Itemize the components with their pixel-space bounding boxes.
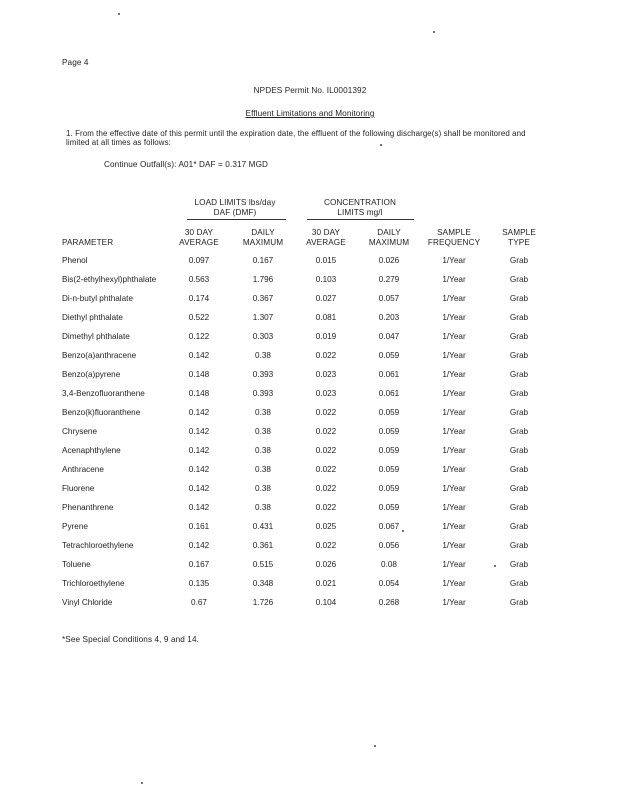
row-load-daily-max: 0.348: [252, 579, 274, 588]
row-load-daily-max: 0.38: [255, 446, 271, 455]
col-sample-type-sub: TYPE: [508, 238, 530, 247]
row-load-30day: 0.167: [188, 560, 210, 569]
table-row: [0, 484, 619, 496]
row-frequency: 1/Year: [442, 370, 466, 379]
row-conc-30day: 0.081: [315, 313, 337, 322]
intro-line-1: 1. From the effective date of this permit until the expiration date, the effluent of the following discharge(s) shall be monitored and: [66, 129, 526, 138]
col-conc-30day: 30 DAY: [311, 228, 341, 237]
row-load-30day: 0.142: [188, 408, 210, 417]
row-load-30day: 0.142: [188, 465, 210, 474]
row-load-daily-max: 0.431: [252, 522, 274, 531]
row-load-daily-max: 0.515: [252, 560, 274, 569]
row-sample-type: Grab: [509, 598, 529, 607]
row-frequency: 1/Year: [442, 313, 466, 322]
row-load-daily-max: 0.393: [252, 389, 274, 398]
row-frequency: 1/Year: [442, 408, 466, 417]
row-conc-30day: 0.022: [315, 541, 337, 550]
row-conc-30day: 0.022: [315, 446, 337, 455]
row-conc-30day: 0.103: [315, 275, 337, 284]
row-conc-30day: 0.022: [315, 408, 337, 417]
table-row: [0, 598, 619, 610]
table-row: [0, 522, 619, 534]
row-sample-type: Grab: [509, 465, 529, 474]
row-load-daily-max: 0.38: [255, 503, 271, 512]
row-conc-daily-max: 0.026: [378, 256, 400, 265]
row-sample-type: Grab: [509, 427, 529, 436]
row-sample-type: Grab: [509, 370, 529, 379]
table-row: [0, 446, 619, 458]
col-sample-type: SAMPLE: [502, 228, 536, 237]
table-row: [0, 465, 619, 477]
table-row: [0, 294, 619, 306]
row-sample-type: Grab: [509, 541, 529, 550]
row-conc-30day: 0.026: [315, 560, 337, 569]
col-parameter: PARAMETER: [62, 238, 114, 247]
row-frequency: 1/Year: [442, 598, 466, 607]
row-conc-30day: 0.104: [315, 598, 337, 607]
row-load-30day: 0.67: [191, 598, 207, 607]
intro-line-2: limited at all times as follows:: [66, 138, 171, 147]
row-frequency: 1/Year: [442, 484, 466, 493]
row-load-daily-max: 0.393: [252, 370, 274, 379]
row-load-30day: 0.142: [188, 484, 210, 493]
row-conc-daily-max: 0.059: [378, 484, 400, 493]
row-parameter: Toluene: [62, 560, 91, 569]
row-parameter: Pyrene: [62, 522, 88, 531]
row-parameter: Benzo(a)pyrene: [62, 370, 121, 379]
load-limits-subheader: DAF (DMF): [213, 208, 257, 217]
row-parameter: Fluorene: [62, 484, 95, 493]
row-conc-daily-max: 0.059: [378, 503, 400, 512]
row-load-30day: 0.142: [188, 503, 210, 512]
row-frequency: 1/Year: [442, 541, 466, 550]
load-limits-rule: [187, 219, 286, 220]
scan-speck: [141, 782, 143, 784]
row-parameter: Tetrachloroethylene: [62, 541, 134, 550]
row-sample-type: Grab: [509, 313, 529, 322]
row-load-30day: 0.142: [188, 541, 210, 550]
permit-number: NPDES Permit No. IL0001392: [253, 86, 367, 95]
row-frequency: 1/Year: [442, 294, 466, 303]
row-parameter: Vinyl Chloride: [62, 598, 113, 607]
row-load-30day: 0.142: [188, 351, 210, 360]
row-load-daily-max: 0.38: [255, 465, 271, 474]
row-parameter: Bis(2-ethylhexyl)phthalate: [62, 275, 157, 284]
concentration-rule: [307, 219, 414, 220]
row-conc-daily-max: 0.061: [378, 389, 400, 398]
row-frequency: 1/Year: [442, 389, 466, 398]
row-conc-daily-max: 0.056: [378, 541, 400, 550]
row-frequency: 1/Year: [442, 351, 466, 360]
row-conc-daily-max: 0.08: [381, 560, 397, 569]
concentration-header: CONCENTRATION: [323, 198, 397, 207]
row-load-30day: 0.142: [188, 446, 210, 455]
row-conc-daily-max: 0.059: [378, 408, 400, 417]
row-conc-daily-max: 0.047: [378, 332, 400, 341]
scan-speck: [433, 31, 435, 33]
row-parameter: Phenol: [62, 256, 88, 265]
row-frequency: 1/Year: [442, 522, 466, 531]
row-frequency: 1/Year: [442, 503, 466, 512]
col-load-30day: 30 DAY: [184, 228, 214, 237]
row-load-daily-max: 0.303: [252, 332, 274, 341]
row-parameter: Acenaphthylene: [62, 446, 121, 455]
row-load-30day: 0.174: [188, 294, 210, 303]
row-parameter: Di-n-butyl phthalate: [62, 294, 133, 303]
row-frequency: 1/Year: [442, 465, 466, 474]
row-parameter: Chrysene: [62, 427, 98, 436]
table-row: [0, 256, 619, 268]
outfall-line: Continue Outfall(s): A01* DAF = 0.317 MGD: [104, 160, 269, 169]
row-conc-daily-max: 0.279: [378, 275, 400, 284]
row-conc-daily-max: 0.268: [378, 598, 400, 607]
row-sample-type: Grab: [509, 389, 529, 398]
row-sample-type: Grab: [509, 579, 529, 588]
table-row: [0, 427, 619, 439]
row-conc-30day: 0.022: [315, 503, 337, 512]
row-parameter: Anthracene: [62, 465, 104, 474]
concentration-subheader: LIMITS mg/l: [337, 208, 383, 217]
row-frequency: 1/Year: [442, 427, 466, 436]
row-frequency: 1/Year: [442, 579, 466, 588]
row-conc-daily-max: 0.054: [378, 579, 400, 588]
row-load-30day: 0.122: [188, 332, 210, 341]
row-load-30day: 0.142: [188, 427, 210, 436]
row-load-daily-max: 0.367: [252, 294, 274, 303]
row-sample-type: Grab: [509, 275, 529, 284]
row-parameter: Trichloroethylene: [62, 579, 125, 588]
row-load-30day: 0.148: [188, 389, 210, 398]
row-sample-type: Grab: [509, 560, 529, 569]
row-load-30day: 0.161: [188, 522, 210, 531]
row-parameter: Benzo(k)fluoranthene: [62, 408, 141, 417]
row-load-30day: 0.148: [188, 370, 210, 379]
row-conc-daily-max: 0.059: [378, 446, 400, 455]
row-conc-30day: 0.019: [315, 332, 337, 341]
row-conc-30day: 0.027: [315, 294, 337, 303]
footnote: *See Special Conditions 4, 9 and 14.: [62, 635, 199, 644]
row-load-daily-max: 1.726: [252, 598, 274, 607]
col-sample-frequency-sub: FREQUENCY: [427, 238, 481, 247]
row-conc-daily-max: 0.059: [378, 465, 400, 474]
row-conc-daily-max: 0.203: [378, 313, 400, 322]
row-sample-type: Grab: [509, 484, 529, 493]
row-load-daily-max: 0.167: [252, 256, 274, 265]
table-row: [0, 351, 619, 363]
section-title: Effluent Limitations and Monitoring: [245, 109, 375, 118]
row-conc-daily-max: 0.061: [378, 370, 400, 379]
row-sample-type: Grab: [509, 256, 529, 265]
scan-speck: [380, 144, 382, 146]
row-frequency: 1/Year: [442, 446, 466, 455]
row-parameter: Benzo(a)anthracene: [62, 351, 137, 360]
table-row: [0, 560, 619, 572]
table-row: [0, 389, 619, 401]
row-sample-type: Grab: [509, 446, 529, 455]
row-parameter: Dimethyl phthalate: [62, 332, 130, 341]
row-load-daily-max: 0.361: [252, 541, 274, 550]
col-load-daily-max-sub: MAXIMUM: [242, 238, 284, 247]
row-conc-30day: 0.025: [315, 522, 337, 531]
row-load-daily-max: 0.38: [255, 408, 271, 417]
row-load-30day: 0.563: [188, 275, 210, 284]
row-sample-type: Grab: [509, 351, 529, 360]
row-conc-30day: 0.015: [315, 256, 337, 265]
row-parameter: 3,4-Benzofluoranthene: [62, 389, 145, 398]
row-conc-daily-max: 0.067: [378, 522, 400, 531]
row-load-daily-max: 1.796: [252, 275, 274, 284]
row-conc-30day: 0.023: [315, 370, 337, 379]
row-parameter: Phenanthrene: [62, 503, 114, 512]
row-parameter: Diethyl phthalate: [62, 313, 123, 322]
row-conc-30day: 0.022: [315, 351, 337, 360]
row-load-30day: 0.522: [188, 313, 210, 322]
table-row: [0, 541, 619, 553]
row-load-30day: 0.097: [188, 256, 210, 265]
page-label: Page 4: [62, 58, 89, 67]
row-load-daily-max: 0.38: [255, 484, 271, 493]
table-row: [0, 503, 619, 515]
row-frequency: 1/Year: [442, 332, 466, 341]
row-conc-daily-max: 0.059: [378, 427, 400, 436]
table-row: [0, 332, 619, 344]
row-frequency: 1/Year: [442, 560, 466, 569]
row-conc-30day: 0.022: [315, 484, 337, 493]
row-conc-30day: 0.023: [315, 389, 337, 398]
row-conc-30day: 0.022: [315, 465, 337, 474]
col-load-daily-max: DAILY: [251, 228, 275, 237]
load-limits-header: LOAD LIMITS lbs/day: [194, 198, 276, 207]
row-conc-30day: 0.022: [315, 427, 337, 436]
row-sample-type: Grab: [509, 332, 529, 341]
row-sample-type: Grab: [509, 522, 529, 531]
scan-speck: [374, 745, 376, 747]
row-sample-type: Grab: [509, 294, 529, 303]
row-load-daily-max: 0.38: [255, 427, 271, 436]
col-conc-30day-sub: AVERAGE: [306, 238, 346, 247]
row-load-daily-max: 0.38: [255, 351, 271, 360]
table-row: [0, 408, 619, 420]
row-conc-daily-max: 0.057: [378, 294, 400, 303]
table-row: [0, 579, 619, 591]
col-load-30day-sub: AVERAGE: [179, 238, 219, 247]
table-row: [0, 275, 619, 287]
col-conc-daily-max: DAILY: [377, 228, 401, 237]
row-conc-daily-max: 0.059: [378, 351, 400, 360]
col-conc-daily-max-sub: MAXIMUM: [368, 238, 410, 247]
row-sample-type: Grab: [509, 408, 529, 417]
row-frequency: 1/Year: [442, 275, 466, 284]
table-row: [0, 313, 619, 325]
col-sample-frequency: SAMPLE: [437, 228, 471, 237]
row-frequency: 1/Year: [442, 256, 466, 265]
row-sample-type: Grab: [509, 503, 529, 512]
table-row: [0, 370, 619, 382]
row-load-daily-max: 1.307: [252, 313, 274, 322]
row-conc-30day: 0.021: [315, 579, 337, 588]
scan-speck: [118, 13, 120, 15]
row-load-30day: 0.135: [188, 579, 210, 588]
